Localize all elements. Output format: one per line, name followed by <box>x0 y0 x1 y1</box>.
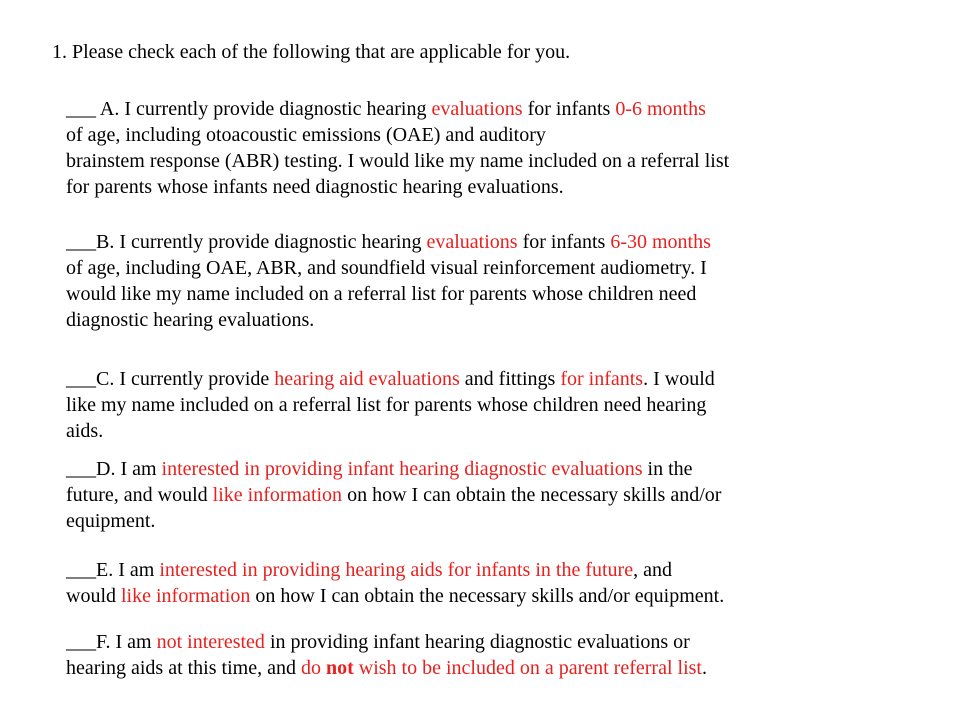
option-d-highlight-info: like information <box>212 484 343 506</box>
option-d-text: on how I can obtain the necessary skills and/or <box>342 484 722 506</box>
option-f-text: ___F. I am <box>66 631 157 653</box>
option-f-text: hearing aids at this time, and <box>66 657 301 679</box>
option-c-text: ___C. I currently provide <box>66 368 275 390</box>
option-a-line-1 <box>66 96 729 122</box>
option-f-text: in providing infant hearing diagnostic evaluations or <box>264 631 690 653</box>
option-e-highlight-interest: interested in providing hearing aids for infants in the future <box>159 559 634 581</box>
option-f-line-2 <box>66 655 707 681</box>
option-a <box>66 96 729 200</box>
option-f <box>66 629 707 681</box>
option-c-text: . I would <box>643 368 715 390</box>
option-d-line-2 <box>66 482 721 508</box>
option-e <box>66 557 724 609</box>
option-d-text: in the <box>642 458 693 480</box>
option-c-highlight-hearing-aid-evaluations: hearing aid evaluations <box>274 368 460 390</box>
option-d-line-3: equipment. <box>66 510 156 532</box>
option-f-line-1 <box>66 629 707 655</box>
option-b-text: ___B. I currently provide diagnostic hearing <box>66 231 427 253</box>
option-b-highlight-age: 6-30 months <box>610 231 711 253</box>
option-d <box>66 456 721 534</box>
option-e-text: , and <box>633 559 672 581</box>
option-e-line-2 <box>66 583 724 609</box>
option-a-text: for infants <box>522 98 616 120</box>
option-f-text: . <box>701 657 707 679</box>
option-a-line-4: for parents whose infants need diagnostic hearing evaluations. <box>66 176 564 198</box>
option-a-text: ___ A. I currently provide diagnostic hearing <box>66 98 432 120</box>
option-f-highlight-wish: wish to be included on a parent referral list <box>353 657 702 679</box>
option-b <box>66 229 711 333</box>
option-c-highlight-for-infants: for infants <box>560 368 644 390</box>
option-b-text: for infants <box>517 231 611 253</box>
option-e-line-1 <box>66 557 724 583</box>
option-c-line-2: like my name included on a referral list for parents whose children need hearing <box>66 394 707 416</box>
option-a-line-3: brainstem response (ABR) testing. I would like my name included on a referral list <box>66 150 730 172</box>
option-d-text: ___D. I am <box>66 458 162 480</box>
option-f-highlight-not-interested: not interested <box>156 631 265 653</box>
option-a-line-2: of age, including otoacoustic emissions (OAE) and auditory <box>66 124 546 146</box>
option-a-highlight-evaluations: evaluations <box>431 98 523 120</box>
option-e-text: on how I can obtain the necessary skills and/or equipment. <box>250 585 725 607</box>
option-e-highlight-info: like information <box>121 585 251 607</box>
option-f-highlight-do: do <box>300 657 326 679</box>
option-b-line-4: diagnostic hearing evaluations. <box>66 309 315 331</box>
option-d-text: future, and would <box>66 484 213 506</box>
option-c <box>66 366 715 444</box>
option-d-highlight-interest: interested in providing infant hearing diagnostic evaluations <box>161 458 643 480</box>
question-text: 1. Please check each of the following that are applicable for you. <box>52 41 571 63</box>
option-c-line-3: aids. <box>66 420 104 442</box>
option-e-text: ___E. I am <box>66 559 160 581</box>
option-b-line-3: would like my name included on a referral list for parents whose children need <box>66 283 697 305</box>
option-a-highlight-age: 0-6 months <box>615 98 706 120</box>
option-b-line-1 <box>66 229 711 255</box>
option-f-highlight-not-bold: not <box>325 657 354 679</box>
option-b-line-2: of age, including OAE, ABR, and soundfield visual reinforcement audiometry. I <box>66 257 707 279</box>
option-e-text: would <box>66 585 121 607</box>
option-c-line-1 <box>66 366 715 392</box>
option-c-text: and fittings <box>459 368 561 390</box>
option-b-highlight-evaluations: evaluations <box>426 231 518 253</box>
option-d-line-1 <box>66 456 721 482</box>
